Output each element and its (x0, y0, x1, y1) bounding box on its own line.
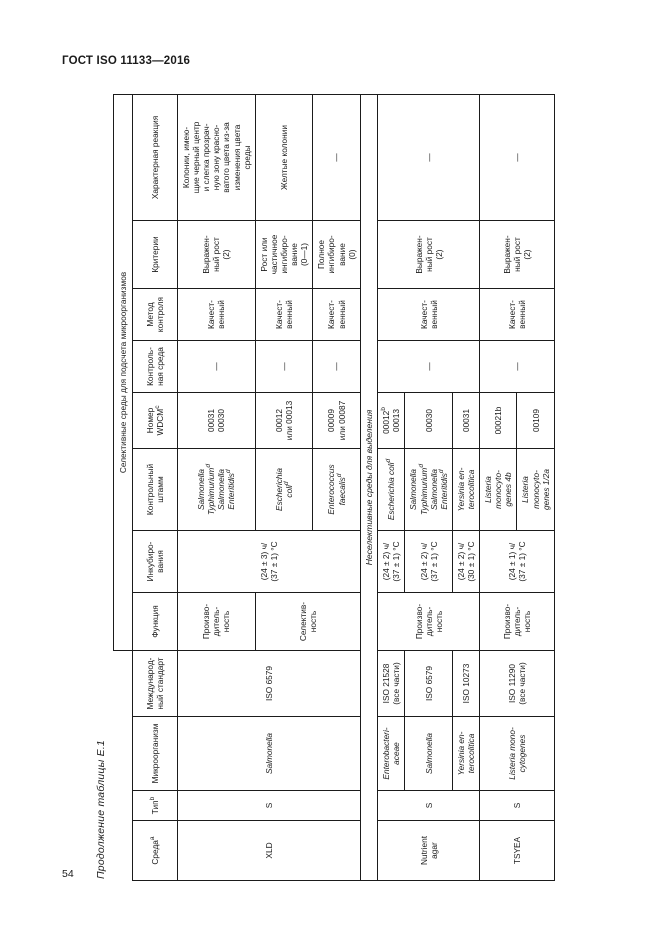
table-row (479, 94, 516, 880)
cell-criteria: Полное ингибиро- вание (0) (312, 220, 359, 288)
cell-criteria: Выражен- ный рост (2) (177, 220, 255, 288)
cell-wdcm: 00009 или 00087 (312, 392, 359, 448)
col-header-control-medium: Контроль- ная среда (132, 340, 177, 392)
table-caption: Продолжение таблицы Е.1 (94, 739, 107, 879)
cell-control-medium: — (177, 340, 255, 392)
page-number: 54 (62, 868, 74, 880)
col-header-criteria: Критерии (132, 220, 177, 288)
cell-medium: Nutrient agar (377, 820, 479, 880)
cell-function: Селектив- ность (255, 592, 360, 650)
cell-type: S (377, 790, 479, 820)
col-header-strain: Контрольный штамм (132, 448, 177, 530)
running-head: ГОСТ ISO 11133—2016 (62, 55, 191, 67)
col-header-type: Тип$^b$ (132, 790, 177, 820)
cell-wdcm: 00109 (516, 392, 553, 448)
cell-incubation: (24 ± 2) ч/ (37 ± 1) °C (377, 530, 404, 592)
cell-medium: XLD (177, 820, 360, 880)
col-header-reaction: Характерная реакция (132, 94, 177, 220)
cell-organism: Salmonella (177, 716, 360, 790)
cell-organism: Listeria mono- cytogenes (479, 716, 554, 790)
table-row (177, 94, 255, 880)
cell-strain: Escherichia coli$^d$ (377, 448, 404, 530)
cell-incubation: (24 ± 2) ч/ (37 ± 1) °C (404, 530, 451, 592)
cell-function: Произво- дитель- ность (177, 592, 255, 650)
table-row (377, 94, 404, 880)
cell-type: S (479, 790, 554, 820)
cell-strain: Salmonella Typhimurium$^d$ Salmonella Enteritidis$^d$ (404, 448, 451, 530)
cell-reaction: Колонии, имею- щие черный центр и слегка прозрач- ную зону красно- ватого цвета из-за изменения цвета среды (177, 94, 255, 220)
cell-wdcm: 00031 00030 (177, 392, 255, 448)
cell-criteria: Выражен- ный рост (2) (377, 220, 479, 288)
cell-standard: ISO 11290 (все части) (479, 650, 554, 716)
cell-incubation: (24 ± 1) ч/ (37 ± 1) °C (479, 530, 554, 592)
cell-incubation: (24 ± 2) ч/ (30 ± 1) °C (452, 530, 479, 592)
col-header-standard: Международ- ный стандарт (132, 650, 177, 716)
table-body (177, 94, 554, 880)
cell-wdcm: 00021b (479, 392, 516, 448)
cell-method: Качест- венный (177, 288, 255, 340)
cell-control-medium: — (255, 340, 313, 392)
cell-standard: ISO 6579 (404, 650, 451, 716)
cell-reaction: — (312, 94, 359, 220)
cell-strain: Enterococcus faecalis$^d$ (312, 448, 359, 530)
cell-strain: Salmonella Typhimurium$^d$ Salmonella Enteritidis$^d$ (177, 448, 255, 530)
cell-wdcm: 00030 (404, 392, 451, 448)
cell-organism: Salmonella (404, 716, 451, 790)
group-header-spacer (113, 650, 132, 880)
cell-strain: Yersinia en- terocolitica (452, 448, 479, 530)
column-header-row (132, 94, 177, 880)
col-header-function: Функция (132, 592, 177, 650)
cell-reaction: — (479, 94, 554, 220)
cell-wdcm: 00012$^b$ 00013 (377, 392, 404, 448)
cell-function: Произво- дитель- ность (479, 592, 554, 650)
cell-strain: Listeria monocyto- genes 4b (479, 448, 516, 530)
cell-standard: ISO 6579 (177, 650, 360, 716)
section-divider-row (360, 94, 377, 880)
group-header-label: Селективные среды для подсчета микроорганизмов (113, 94, 132, 650)
cell-standard: ISO 10273 (452, 650, 479, 716)
col-header-medium: Среда$^a$ (132, 820, 177, 880)
cell-wdcm: 00031 (452, 392, 479, 448)
cell-reaction: Желтые колонии (255, 94, 313, 220)
col-header-incubation: Инкубиро- вания (132, 530, 177, 592)
cell-wdcm: 00012 или 00013 (255, 392, 313, 448)
cell-medium: TSYEA (479, 820, 554, 880)
section-divider-label: Неселективные среды для выделения (360, 94, 377, 880)
cell-reaction: — (377, 94, 479, 220)
cell-control-medium: — (312, 340, 359, 392)
table-wrapper (113, 91, 555, 881)
cell-control-medium: — (377, 340, 479, 392)
cell-incubation: (24 ± 3) ч/ (37 ± 1) °C (177, 530, 360, 592)
table-head (113, 94, 177, 880)
col-header-organism: Микроорганизм (132, 716, 177, 790)
cell-control-medium: — (479, 340, 554, 392)
cell-function: Произво- дитель- ность (377, 592, 479, 650)
cell-strain: Escherichia coli$^d$ (255, 448, 313, 530)
cell-method: Качест- венный (255, 288, 313, 340)
col-header-wdcm: Номер WDCM$^c$ (132, 392, 177, 448)
cell-criteria: Рост или частичное ингибиро- вание (0—1) (255, 220, 313, 288)
cell-organism: Yersinia en- terocolitica (452, 716, 479, 790)
cell-strain: Listeria monocyto- genes 1/2a (516, 448, 553, 530)
cell-method: Качест- венный (312, 288, 359, 340)
cell-type: S (177, 790, 360, 820)
cell-criteria: Выражен- ный рост (2) (479, 220, 554, 288)
cell-standard: ISO 21528 (все части) (377, 650, 404, 716)
cell-organism: Enterobacteri- aceae (377, 716, 404, 790)
cell-method: Качест- венный (377, 288, 479, 340)
group-header-row (113, 94, 132, 880)
col-header-method: Метод контроля (132, 288, 177, 340)
table-e1 (113, 93, 555, 880)
cell-method: Качест- венный (479, 288, 554, 340)
